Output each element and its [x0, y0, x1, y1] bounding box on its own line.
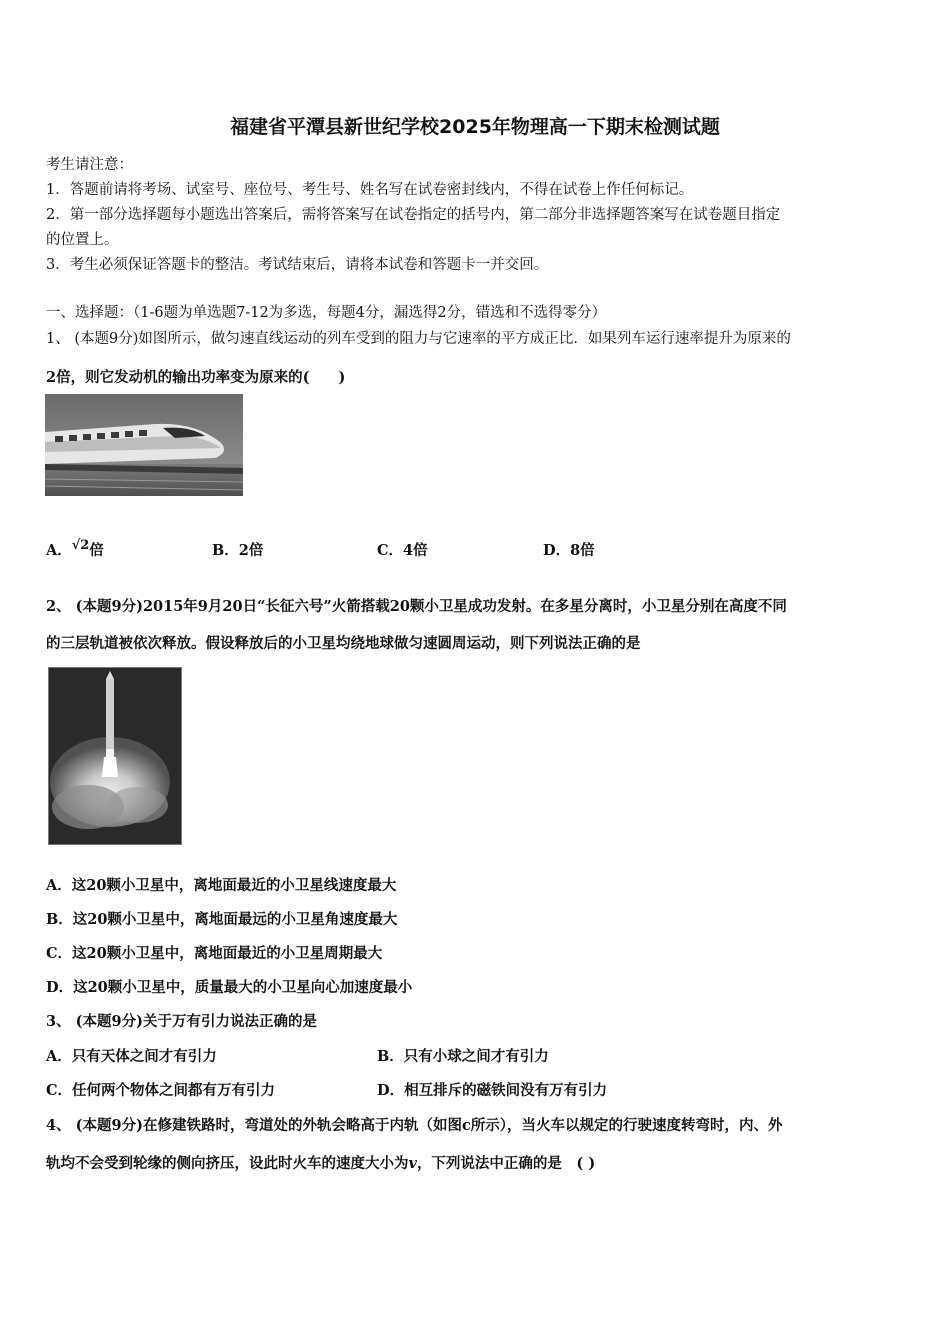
notice-item-3: 3．考生必须保证答题卡的整洁。考试结束后，请将本试卷和答题卡一并交回。 [46, 257, 549, 273]
rocket-photo [48, 667, 182, 845]
high-speed-train-image [45, 394, 243, 496]
notice-item-2-cont: 的位置上。 [46, 232, 119, 248]
q2-option-b: B．这20颗小卫星中，离地面最远的小卫星角速度最大 [46, 911, 398, 928]
notice-item-1: 1．答题前请将考场、试室号、座位号、考生号、姓名写在试卷密封线内，不得在试卷上作任何标记。 [46, 182, 694, 198]
q1-option-a-label: A． [46, 542, 72, 559]
q1-text-line2: 2倍，则它发动机的输出功率变为原来的( ) [46, 369, 346, 386]
q1-option-d: D．8倍 [543, 542, 595, 559]
q3-option-c: C．任何两个物体之间都有万有引力 [46, 1082, 276, 1099]
section-heading: 一、选择题：（1-6题为单选题7-12为多选，每题4分，漏选得2分，错选和不选得零分） [46, 305, 607, 321]
q1-text-line1: 1、 (本题9分)如图所示，做匀速直线运动的列车受到的阻力与它速率的平方成正比．如果列车运行速率提升为原来的 [46, 331, 791, 347]
q3-option-a: A．只有天体之间才有引力 [46, 1048, 217, 1065]
page-title: 福建省平潭县新世纪学校2025年物理高一下期末检测试题 [230, 116, 720, 138]
q2-option-d: D．这20颗小卫星中，质量最大的小卫星向心加速度最小 [46, 979, 413, 996]
rocket-launch-image [48, 667, 182, 845]
q2-text-line1: 2、 (本题9分)2015年9月20日“长征六号”火箭搭载20颗小卫星成功发射。在多星分离时，小卫星分别在高度不同 [46, 598, 787, 615]
q4-text-line2-pre: 轨均不会受到轮缘的侧向挤压，设此时火车的速度大小为 [46, 1155, 409, 1172]
notice-item-2: 2．第一部分选择题每小题选出答案后，需将答案写在试卷指定的括号内，第二部分非选择题答案写在试卷题目指定 [46, 207, 781, 223]
q2-option-c: C．这20颗小卫星中，离地面最近的小卫星周期最大 [46, 945, 383, 962]
q4-text-line2 [46, 1152, 595, 1173]
q3-text-line1: 3、 (本题9分)关于万有引力说法正确的是 [46, 1013, 317, 1030]
q1-option-b: B．2倍 [212, 542, 264, 559]
q3-option-b: B．只有小球之间才有引力 [377, 1048, 549, 1065]
notice-heading: 考生请注意： [46, 157, 133, 173]
q1-option-a-unit: 倍 [89, 542, 104, 559]
q2-text-line2: 的三层轨道被依次释放。假设释放后的小卫星均绕地球做匀速圆周运动，则下列说法正确的是 [46, 635, 641, 652]
train-photo [45, 394, 243, 496]
q1-option-c: C．4倍 [377, 542, 428, 559]
q2-option-a: A．这20颗小卫星中，离地面最近的小卫星线速度最大 [46, 877, 397, 894]
q3-option-d: D．相互排斥的磁铁间没有万有引力 [377, 1082, 608, 1099]
sqrt-symbol: √2 [71, 538, 90, 553]
q1-option-a [46, 539, 104, 560]
q4-text-line2-post: ，下列说法中正确的是 ( ) [416, 1155, 596, 1172]
q4-text-line1: 4、 (本题9分)在修建铁路时，弯道处的外轨会略高于内轨（如图c所示），当火车以规定的行驶速度转弯时，内、外 [46, 1117, 783, 1134]
velocity-variable: v [408, 1155, 417, 1172]
